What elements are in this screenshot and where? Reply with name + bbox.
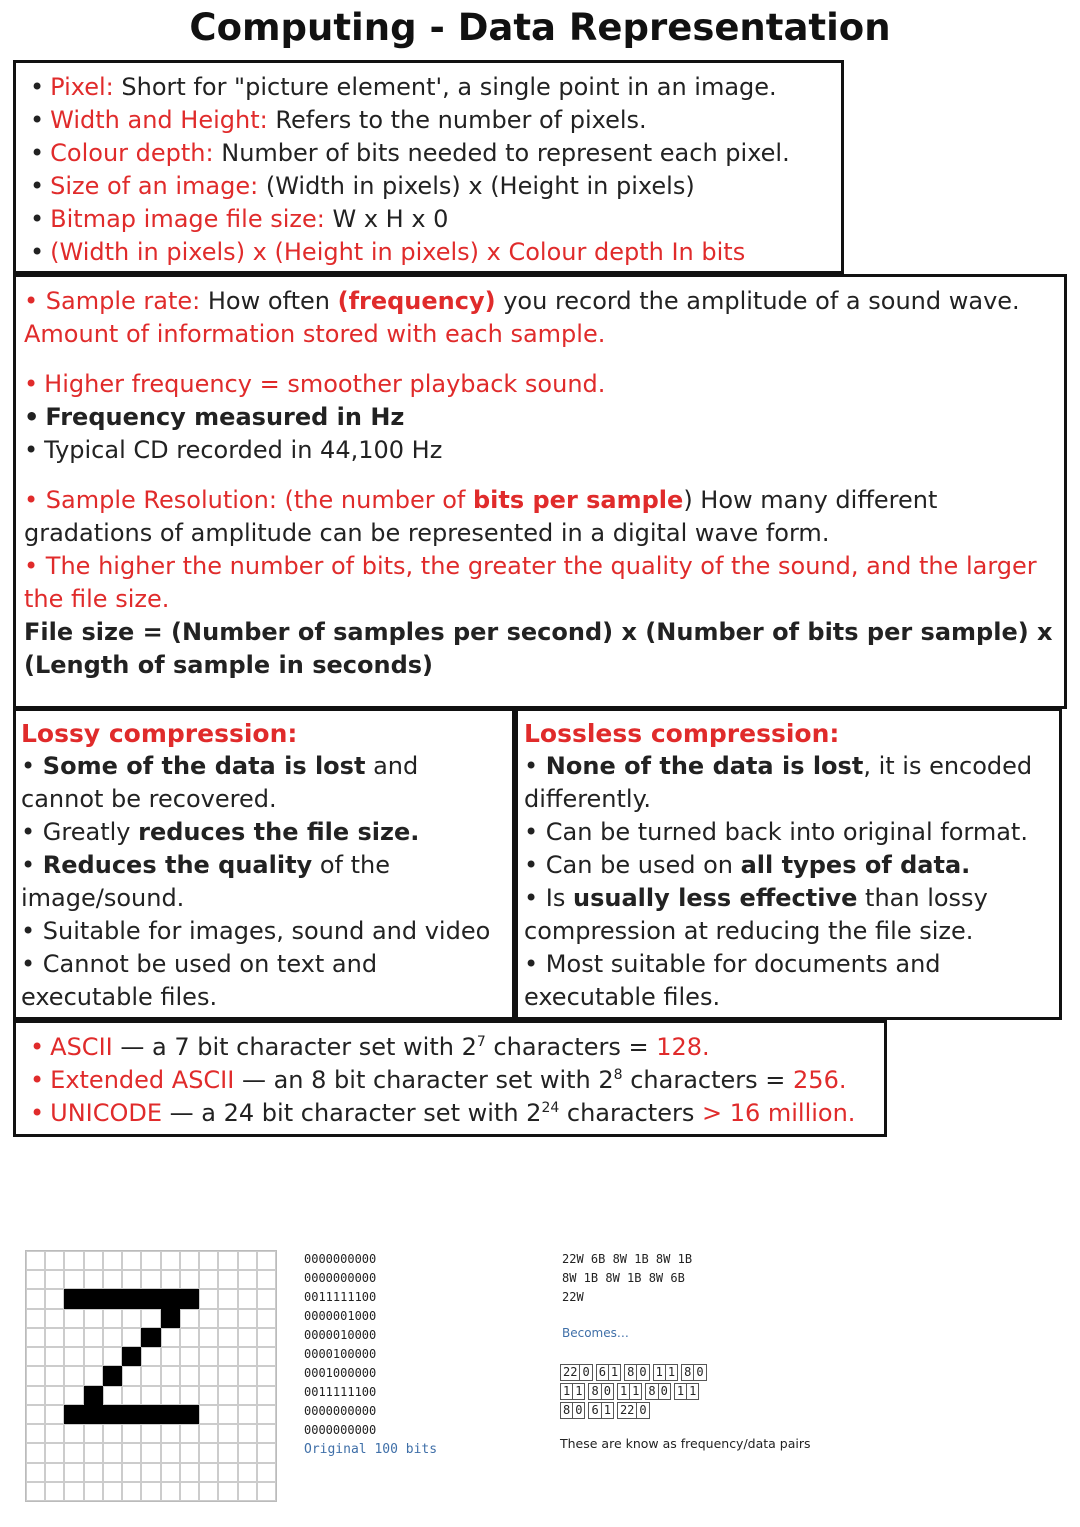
list-item: • None of the data is lost, it is encoded differently.: [524, 752, 1033, 813]
pixel-cell: [180, 1443, 199, 1462]
pixel-cell: [238, 1443, 257, 1462]
pixel-cell: [180, 1405, 199, 1424]
pixel-cell: [45, 1309, 64, 1328]
pair: 6 1: [596, 1364, 621, 1381]
pixel-cell: [84, 1463, 103, 1482]
pixel-cell: [45, 1328, 64, 1347]
pixel-cell: [64, 1328, 83, 1347]
pixel-cell: [257, 1270, 276, 1289]
pixel-cell: [64, 1443, 83, 1462]
pixel-cell: [103, 1366, 122, 1385]
pixel-cell: [84, 1424, 103, 1443]
pixel-cell: [257, 1328, 276, 1347]
pixel-cell: [26, 1347, 45, 1366]
pixel-cell: [161, 1366, 180, 1385]
pixel-cell: [238, 1309, 257, 1328]
pair-row: [560, 1383, 707, 1400]
pixel-cell: [218, 1270, 237, 1289]
pair: 22 0: [560, 1364, 593, 1381]
pixel-grid: [25, 1250, 277, 1502]
pixel-cell: [238, 1347, 257, 1366]
pixel-cell: [218, 1309, 237, 1328]
pixel-cell: [64, 1270, 83, 1289]
pixel-cell: [122, 1482, 141, 1501]
lossy-box: [13, 708, 515, 1020]
pair: 8 0: [560, 1402, 585, 1419]
pixel-cell: [180, 1386, 199, 1405]
list-item: • Reduces the quality of the image/sound.: [21, 851, 390, 912]
pixel-cell: [45, 1270, 64, 1289]
pixel-cell: [180, 1251, 199, 1270]
bit-line: 0011111100: [304, 1385, 377, 1399]
bit-line: 0000000000: [304, 1252, 377, 1266]
pixel-cell: [84, 1251, 103, 1270]
pixel-cell: [218, 1328, 237, 1347]
pixel-cell: [103, 1289, 122, 1308]
pixel-cell: [257, 1366, 276, 1385]
pixel-cell: [26, 1386, 45, 1405]
pixel-cell: [26, 1405, 45, 1424]
pair: 22 0: [617, 1402, 650, 1419]
pixel-cell: [26, 1482, 45, 1501]
pixel-cell: [122, 1251, 141, 1270]
pixel-cell: [45, 1347, 64, 1366]
pair: 8 0: [645, 1383, 670, 1400]
pixel-cell: [64, 1424, 83, 1443]
pixel-cell: [122, 1289, 141, 1308]
list-item: • Most suitable for documents and executable files.: [524, 950, 941, 1011]
lossy-heading: Lossy compression:: [21, 719, 298, 748]
pair: 1 1: [617, 1383, 642, 1400]
pixel-cell: [84, 1328, 103, 1347]
pixel-cell: [199, 1386, 218, 1405]
pixel-cell: [257, 1424, 276, 1443]
image-definitions-box: [13, 60, 844, 274]
list-item: • Width and Height: Refers to the number of pixels.: [30, 106, 647, 134]
pixel-cell: [103, 1251, 122, 1270]
pair: 1 1: [560, 1383, 585, 1400]
pixel-cell: [199, 1443, 218, 1462]
list-item: • Higher frequency = smoother playback sound.: [24, 370, 606, 398]
pixel-cell: [122, 1405, 141, 1424]
quality-text: • The higher the number of bits, the greater the quality of the sound, and the larger the file size.: [24, 552, 1037, 613]
pixel-cell: [103, 1463, 122, 1482]
pixel-cell: [26, 1251, 45, 1270]
pixel-cell: [161, 1251, 180, 1270]
list-item: • ASCII — a 7 bit character set with $2^7$ characters = 128.: [30, 1033, 710, 1061]
sample-resolution-text: • Sample Resolution: (the number of bits per sample) How many different gradations of amplitude can be represented in a digital wave form.: [24, 486, 938, 547]
pixel-cell: [199, 1424, 218, 1443]
pixel-cell: [26, 1366, 45, 1385]
pixel-cell: [218, 1482, 237, 1501]
pixel-cell: [26, 1309, 45, 1328]
rle-line: 22W: [562, 1290, 584, 1304]
bits-caption: Original 100 bits: [304, 1442, 438, 1457]
pixel-cell: [64, 1309, 83, 1328]
pixel-cell: [122, 1443, 141, 1462]
pixel-cell: [180, 1270, 199, 1289]
pixel-cell: [218, 1443, 237, 1462]
pixel-cell: [218, 1251, 237, 1270]
pixel-cell: [64, 1289, 83, 1308]
pixel-cell: [199, 1347, 218, 1366]
pixel-cell: [238, 1270, 257, 1289]
pixel-cell: [238, 1424, 257, 1443]
pixel-cell: [64, 1251, 83, 1270]
list-item: • Can be turned back into original format.: [524, 818, 1028, 846]
pixel-cell: [141, 1386, 160, 1405]
pixel-cell: [257, 1386, 276, 1405]
pair-row: [560, 1402, 707, 1419]
pixel-cell: [161, 1386, 180, 1405]
pixel-cell: [45, 1386, 64, 1405]
pixel-cell: [141, 1463, 160, 1482]
pixel-cell: [218, 1424, 237, 1443]
pixel-cell: [180, 1328, 199, 1347]
pixel-cell: [141, 1366, 160, 1385]
pixel-cell: [161, 1309, 180, 1328]
pixel-cell: [84, 1347, 103, 1366]
pixel-cell: [218, 1386, 237, 1405]
pixel-cell: [103, 1347, 122, 1366]
pixel-cell: [45, 1366, 64, 1385]
pixel-cell: [257, 1251, 276, 1270]
pixel-cell: [161, 1289, 180, 1308]
pixel-cell: [84, 1482, 103, 1501]
file-size-formula: File size = (Number of samples per second) x (Number of bits per sample) x (Length of sample in seconds): [24, 618, 1053, 679]
pixel-cell: [26, 1463, 45, 1482]
pixel-cell: [257, 1347, 276, 1366]
pixel-cell: [26, 1424, 45, 1443]
pixel-cell: [45, 1251, 64, 1270]
page-title: Computing - Data Representation: [189, 6, 891, 49]
bit-listing: [304, 1250, 437, 1459]
lossless-box: [515, 708, 1062, 1020]
list-item: • Typical CD recorded in 44,100 Hz: [24, 436, 443, 464]
list-item: • Cannot be used on text and executable files.: [21, 950, 378, 1011]
pixel-cell: [257, 1405, 276, 1424]
pixel-cell: [257, 1463, 276, 1482]
pixel-cell: [122, 1328, 141, 1347]
pixel-cell: [161, 1347, 180, 1366]
pair: 8 0: [681, 1364, 706, 1381]
list-item: • Size of an image: (Width in pixels) x (Height in pixels): [30, 172, 695, 200]
bit-line: 0000001000: [304, 1309, 377, 1323]
pair: 1 1: [653, 1364, 678, 1381]
pixel-cell: [64, 1463, 83, 1482]
list-item: • Suitable for images, sound and video: [21, 917, 491, 945]
list-item: • Greatly reduces the file size.: [21, 818, 420, 846]
pixel-cell: [64, 1405, 83, 1424]
becomes-label: Becomes…: [562, 1326, 629, 1340]
pixel-cell: [161, 1482, 180, 1501]
bit-line: 0001000000: [304, 1366, 377, 1380]
pixel-cell: [141, 1424, 160, 1443]
pixel-cell: [45, 1443, 64, 1462]
pixel-cell: [45, 1463, 64, 1482]
list-item: • Extended ASCII — an 8 bit character set with $2^8$ characters = 256.: [30, 1066, 847, 1094]
sound-box: [13, 274, 1067, 709]
pixel-cell: [122, 1386, 141, 1405]
pixel-cell: [26, 1289, 45, 1308]
pixel-cell: [122, 1347, 141, 1366]
pair: 1 1: [674, 1383, 699, 1400]
pixel-cell: [103, 1424, 122, 1443]
list-item: • Some of the data is lost and cannot be recovered.: [21, 752, 419, 813]
pixel-cell: [84, 1405, 103, 1424]
pixel-cell: [26, 1270, 45, 1289]
list-item: • (Width in pixels) x (Height in pixels) x Colour depth In bits: [30, 238, 746, 266]
pixel-cell: [180, 1289, 199, 1308]
list-item: • Bitmap image file size: W x H x 0: [30, 205, 449, 233]
pixel-cell: [180, 1366, 199, 1385]
pixel-cell: [45, 1482, 64, 1501]
pixel-cell: [141, 1482, 160, 1501]
pixel-cell: [180, 1309, 199, 1328]
pixel-cell: [141, 1270, 160, 1289]
pixel-cell: [122, 1309, 141, 1328]
bit-line: 0000100000: [304, 1347, 377, 1361]
pixel-cell: [64, 1482, 83, 1501]
pixel-cell: [141, 1251, 160, 1270]
pixel-cell: [26, 1328, 45, 1347]
pixel-cell: [218, 1463, 237, 1482]
pixel-cell: [257, 1309, 276, 1328]
pixel-cell: [238, 1482, 257, 1501]
pixel-cell: [257, 1289, 276, 1308]
pixel-cell: [64, 1347, 83, 1366]
pixel-cell: [84, 1443, 103, 1462]
pixel-cell: [199, 1482, 218, 1501]
pixel-cell: [122, 1366, 141, 1385]
pixel-cell: [257, 1482, 276, 1501]
pixel-cell: [161, 1270, 180, 1289]
pixel-cell: [122, 1463, 141, 1482]
pixel-cell: [199, 1328, 218, 1347]
pixel-cell: [141, 1443, 160, 1462]
list-item: • Pixel: Short for "picture element', a single point in an image.: [30, 73, 777, 101]
pixel-cell: [141, 1328, 160, 1347]
list-item: • Colour depth: Number of bits needed to represent each pixel.: [30, 139, 790, 167]
pixel-cell: [199, 1289, 218, 1308]
pixel-cell: [141, 1405, 160, 1424]
pixel-cell: [199, 1309, 218, 1328]
pixel-cell: [218, 1289, 237, 1308]
rle-line: 8W 1B 8W 1B 8W 6B: [562, 1271, 685, 1285]
frequency-data-pairs: [560, 1364, 707, 1421]
pixel-cell: [103, 1328, 122, 1347]
pair: 8 0: [588, 1383, 613, 1400]
pixel-cell: [199, 1405, 218, 1424]
bit-line: 0000000000: [304, 1271, 377, 1285]
bit-line: 0011111100: [304, 1290, 377, 1304]
bit-line: 0000000000: [304, 1404, 377, 1418]
pixel-cell: [122, 1424, 141, 1443]
pixel-cell: [161, 1443, 180, 1462]
pixel-cell: [84, 1386, 103, 1405]
list-item: • Can be used on all types of data.: [524, 851, 971, 879]
pixel-cell: [141, 1289, 160, 1308]
pixel-cell: [199, 1270, 218, 1289]
pixel-cell: [161, 1463, 180, 1482]
pixel-cell: [141, 1309, 160, 1328]
pixel-cell: [84, 1289, 103, 1308]
pixel-cell: [161, 1424, 180, 1443]
pair: 8 0: [624, 1364, 649, 1381]
pixel-cell: [26, 1443, 45, 1462]
pixel-cell: [218, 1366, 237, 1385]
list-item: • Is usually less effective than lossy compression at reducing the file size.: [524, 884, 988, 945]
pixel-cell: [199, 1251, 218, 1270]
pixel-cell: [199, 1366, 218, 1385]
pixel-cell: [238, 1328, 257, 1347]
pixel-cell: [238, 1251, 257, 1270]
pair: 6 1: [588, 1402, 613, 1419]
pixel-cell: [103, 1270, 122, 1289]
bit-line: 0000000000: [304, 1423, 377, 1437]
pixel-cell: [84, 1366, 103, 1385]
pixel-cell: [161, 1405, 180, 1424]
pixel-cell: [45, 1424, 64, 1443]
pixel-cell: [64, 1366, 83, 1385]
pixel-cell: [103, 1443, 122, 1462]
rle-line: 22W 6B 8W 1B 8W 1B: [562, 1252, 693, 1266]
pairs-note: These are know as frequency/data pairs: [560, 1436, 811, 1451]
pixel-cell: [84, 1270, 103, 1289]
pixel-cell: [45, 1289, 64, 1308]
pixel-cell: [161, 1328, 180, 1347]
pixel-cell: [238, 1366, 257, 1385]
pixel-cell: [218, 1405, 237, 1424]
pixel-cell: [103, 1405, 122, 1424]
pixel-cell: [141, 1347, 160, 1366]
pixel-cell: [180, 1424, 199, 1443]
sample-rate-text: • Sample rate: How often (frequency) you record the amplitude of a sound wave. Amount of information stored with each sample.: [24, 287, 1020, 348]
pixel-cell: [180, 1347, 199, 1366]
pixel-cell: [218, 1347, 237, 1366]
pixel-cell: [45, 1405, 64, 1424]
pixel-cell: [103, 1386, 122, 1405]
pixel-cell: [199, 1463, 218, 1482]
pixel-cell: [238, 1463, 257, 1482]
pixel-cell: [257, 1443, 276, 1462]
pixel-cell: [238, 1289, 257, 1308]
pixel-cell: [238, 1386, 257, 1405]
pixel-cell: [103, 1309, 122, 1328]
pixel-cell: [84, 1309, 103, 1328]
list-item: • UNICODE — a 24 bit character set with $2^{24}$ characters > 16 million.: [30, 1099, 856, 1127]
character-sets-box: [13, 1020, 887, 1137]
list-item: • Frequency measured in Hz: [24, 403, 405, 431]
pair-row: [560, 1364, 707, 1381]
pixel-cell: [122, 1270, 141, 1289]
lossless-heading: Lossless compression:: [524, 719, 840, 748]
pixel-cell: [180, 1463, 199, 1482]
pixel-cell: [103, 1482, 122, 1501]
pixel-cell: [238, 1405, 257, 1424]
pixel-cell: [180, 1482, 199, 1501]
pixel-cell: [64, 1386, 83, 1405]
rle-listing: [562, 1250, 692, 1307]
bit-line: 0000010000: [304, 1328, 377, 1342]
